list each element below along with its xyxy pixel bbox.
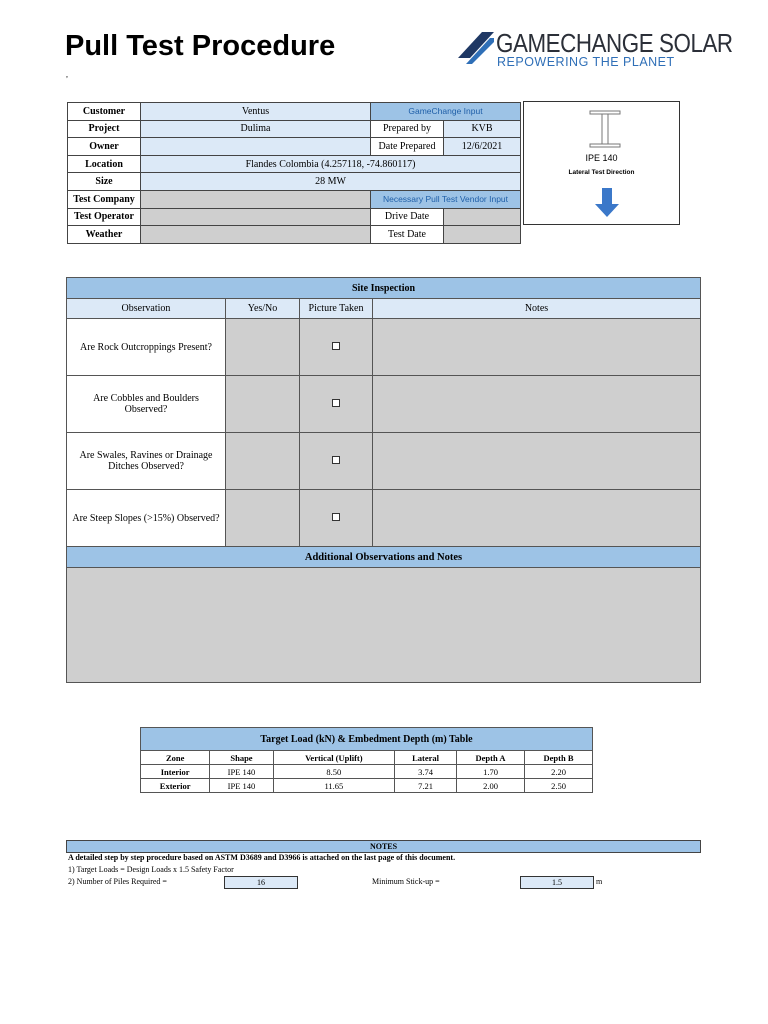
site-inspection-section <box>66 277 701 693</box>
col-shape: Shape <box>210 751 273 765</box>
col-zone: Zone <box>141 751 210 765</box>
additional-observations-title: Additional Observations and Notes <box>67 547 701 568</box>
table-row <box>141 765 593 779</box>
i-beam-icon <box>588 110 622 148</box>
date-prepared-label: Date Prepared <box>371 138 444 156</box>
drive-date-value[interactable] <box>444 208 521 226</box>
notes-piles-label: 2) Number of Piles Required = <box>68 877 167 886</box>
col-observation: Observation <box>67 299 226 319</box>
col-vertical-uplift: Vertical (Uplift) <box>273 751 394 765</box>
notes-target-loads-line: 1) Target Loads = Design Loads x 1.5 Safety Factor <box>68 865 234 874</box>
prepared-by-label: Prepared by <box>371 120 444 138</box>
location-value: Flandes Colombia (4.257118, -74.860117) <box>141 155 521 173</box>
stray-mark: , <box>66 70 68 79</box>
depth-b-cell: 2.20 <box>525 765 593 779</box>
lateral-cell: 3.74 <box>395 765 457 779</box>
owner-value[interactable] <box>141 138 371 156</box>
col-depth-a: Depth A <box>457 751 525 765</box>
observation-text: Are Steep Slopes (>15%) Observed? <box>67 490 226 547</box>
depth-a-cell: 2.00 <box>457 779 525 793</box>
yes-no-cell[interactable] <box>226 319 300 376</box>
gamechange-logo <box>456 28 733 74</box>
prepared-by-value: KVB <box>444 120 521 138</box>
piles-required-field[interactable]: 16 <box>224 876 298 889</box>
weather-value[interactable] <box>141 226 371 244</box>
project-value: Dulima <box>141 120 371 138</box>
observation-text: Are Swales, Ravines or Drainage Ditches Observed? <box>67 433 226 490</box>
date-prepared-value: 12/6/2021 <box>444 138 521 156</box>
project-info-table <box>67 102 521 244</box>
notes-cell[interactable] <box>373 319 701 376</box>
drive-date-label: Drive Date <box>371 208 444 226</box>
table-row <box>67 319 701 376</box>
yes-no-cell[interactable] <box>226 376 300 433</box>
lateral-cell: 7.21 <box>395 779 457 793</box>
size-label: Size <box>68 173 141 191</box>
customer-label: Customer <box>68 103 141 121</box>
yes-no-cell[interactable] <box>226 490 300 547</box>
notes-procedure-line: A detailed step by step procedure based on ASTM D3689 and D3966 is attached on the last page of this document. <box>68 853 456 862</box>
logo-tagline: REPOWERING THE PLANET <box>497 55 675 69</box>
test-date-label: Test Date <box>371 226 444 244</box>
picture-checkbox-cell[interactable] <box>300 376 373 433</box>
zone-cell: Exterior <box>141 779 210 793</box>
table-row <box>67 490 701 547</box>
shape-cell: IPE 140 <box>210 779 273 793</box>
stickup-unit: m <box>596 877 603 886</box>
table-row <box>67 376 701 433</box>
notes-cell[interactable] <box>373 433 701 490</box>
vertical-cell: 8.50 <box>273 765 394 779</box>
observation-text: Are Rock Outcroppings Present? <box>67 319 226 376</box>
test-operator-value[interactable] <box>141 208 371 226</box>
gamechange-input-header: GameChange Input <box>371 103 521 121</box>
table-row <box>141 779 593 793</box>
arrow-down-icon <box>595 188 619 218</box>
lateral-direction-label: Lateral Test Direction <box>568 169 635 176</box>
checkbox[interactable] <box>332 399 340 407</box>
notes-cell[interactable] <box>373 376 701 433</box>
col-yes-no: Yes/No <box>226 299 300 319</box>
yes-no-cell[interactable] <box>226 433 300 490</box>
zone-cell: Interior <box>141 765 210 779</box>
shape-cell: IPE 140 <box>210 765 273 779</box>
size-value: 28 MW <box>141 173 521 191</box>
project-label: Project <box>68 120 141 138</box>
table-row <box>67 433 701 490</box>
test-company-label: Test Company <box>68 190 141 208</box>
col-depth-b: Depth B <box>525 751 593 765</box>
stickup-field[interactable]: 1.5 <box>520 876 594 889</box>
test-date-value[interactable] <box>444 226 521 244</box>
target-load-title: Target Load (kN) & Embedment Depth (m) Table <box>141 728 593 751</box>
logo-mark-icon <box>456 28 496 74</box>
col-notes: Notes <box>373 299 701 319</box>
beam-shape-label: IPE 140 <box>585 153 618 163</box>
customer-value: Ventus <box>141 103 371 121</box>
weather-label: Weather <box>68 226 141 244</box>
depth-a-cell: 1.70 <box>457 765 525 779</box>
vertical-cell: 11.65 <box>273 779 394 793</box>
notes-cell[interactable] <box>373 490 701 547</box>
owner-label: Owner <box>68 138 141 156</box>
col-lateral: Lateral <box>395 751 457 765</box>
site-inspection-table <box>66 277 701 683</box>
stickup-label: Minimum Stick-up = <box>372 877 440 886</box>
picture-checkbox-cell[interactable] <box>300 319 373 376</box>
col-picture-taken: Picture Taken <box>300 299 373 319</box>
site-inspection-title: Site Inspection <box>67 278 701 299</box>
depth-b-cell: 2.50 <box>525 779 593 793</box>
target-load-table <box>140 727 593 793</box>
logo-wordmark: GAMECHANGE SOLAR <box>496 28 733 58</box>
checkbox[interactable] <box>332 342 340 350</box>
location-label: Location <box>68 155 141 173</box>
picture-checkbox-cell[interactable] <box>300 490 373 547</box>
test-operator-label: Test Operator <box>68 208 141 226</box>
notes-header: NOTES <box>66 840 701 853</box>
page-title: Pull Test Procedure <box>65 30 336 62</box>
test-company-value[interactable] <box>141 190 371 208</box>
observation-text: Are Cobbles and Boulders Observed? <box>67 376 226 433</box>
additional-notes-area[interactable] <box>67 568 701 683</box>
checkbox[interactable] <box>332 513 340 521</box>
picture-checkbox-cell[interactable] <box>300 433 373 490</box>
checkbox[interactable] <box>332 456 340 464</box>
vendor-input-header: Necessary Pull Test Vendor Input <box>371 190 521 208</box>
beam-direction-box <box>523 101 680 225</box>
